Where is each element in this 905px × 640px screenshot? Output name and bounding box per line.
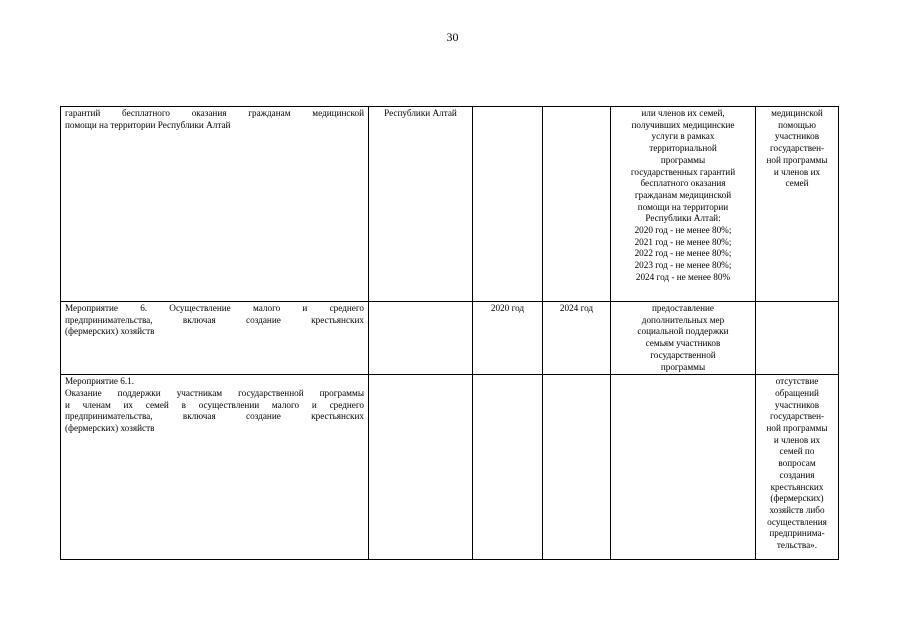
page-number: 30 <box>446 30 459 44</box>
result-line: 2022 год - не менее 80%; <box>634 248 732 259</box>
indicator-line: семей <box>785 178 809 189</box>
indicator-line: медицинской <box>771 108 823 118</box>
activity-name-line: Мероприятие 6.1. <box>65 376 135 387</box>
indicator-line: участников <box>774 131 820 142</box>
result-cell <box>611 302 756 375</box>
result-line: помощи на территории <box>637 201 729 212</box>
indicator-line: создания <box>779 469 815 480</box>
result-line: гражданам медицинской <box>634 189 732 200</box>
activity-name-line: (фермерских) хозяйств <box>65 423 155 434</box>
indicator-cell <box>756 107 839 302</box>
result-line: предоставление <box>651 303 715 313</box>
indicator-line: участников <box>774 399 820 410</box>
indicator-line: вопросам <box>778 458 816 469</box>
indicator-line: осуществления <box>767 516 827 527</box>
activity-name-line: и членам их семей в осуществлении малого и среднего <box>65 399 364 410</box>
indicator-line: (фермерских) <box>770 493 824 504</box>
activity-name-line: (фермерских) хозяйств <box>65 326 155 337</box>
result-cell <box>611 107 756 302</box>
indicator-line: и членов их <box>773 166 821 177</box>
end-year-cell <box>543 375 611 560</box>
start-year-cell <box>473 375 543 560</box>
activity-name-line: помощи на территории Республики Алтай <box>65 119 231 130</box>
indicator-line: отсутствие <box>775 376 819 387</box>
result-line: семьям участников <box>645 338 721 349</box>
activity-name-line: Оказание поддержки участникам государственной программы <box>65 387 364 398</box>
indicator-line: семей по <box>779 446 815 457</box>
result-line: получивших медицинские <box>631 119 735 130</box>
result-line: государственных гарантий <box>630 166 736 177</box>
result-line: или членов их семей, <box>641 108 725 118</box>
start-year-cell: 2020 год <box>473 302 543 375</box>
result-line: программы <box>660 361 706 372</box>
indicator-cell <box>756 375 839 560</box>
indicator-line: хозяйств либо <box>769 504 825 515</box>
result-line: 2023 год - не менее 80%; <box>634 260 732 271</box>
activity-name-cell <box>61 302 369 375</box>
activity-name-line: предпринимательства, включая создание крестьянских <box>65 314 364 325</box>
indicator-line: крестьянских <box>770 481 824 492</box>
indicator-line: государствен- <box>769 411 825 422</box>
indicator-line: и членов их <box>773 434 821 445</box>
indicator-cell <box>756 302 839 375</box>
activity-name-line: гарантий бесплатного оказания гражданам медицинской <box>65 108 364 118</box>
result-line: услуги в рамках <box>651 131 715 142</box>
executor-cell: Республики Алтай <box>369 107 473 302</box>
indicator-line: ной программы <box>766 154 828 165</box>
table-row <box>61 107 839 302</box>
indicator-line: предпринима- <box>769 528 825 539</box>
result-line: Республики Алтай: <box>645 213 721 224</box>
end-year-cell: 2024 год <box>543 302 611 375</box>
indicator-line: обращений <box>775 387 819 398</box>
table-row <box>61 302 839 375</box>
indicator-line: ной программы <box>766 423 828 434</box>
result-line: дополнительных мер <box>641 314 725 325</box>
start-year-cell <box>473 107 543 302</box>
executor-cell <box>369 302 473 375</box>
end-year-cell <box>543 107 611 302</box>
result-cell <box>611 375 756 560</box>
result-line: бесплатного оказания <box>640 178 726 189</box>
activity-name-cell <box>61 375 369 560</box>
indicator-line: помощью <box>778 119 816 130</box>
result-line: программы <box>660 154 706 165</box>
program-activities-table <box>60 106 839 560</box>
result-line: территориальной <box>649 143 717 154</box>
result-line: государственной <box>650 349 716 360</box>
indicator-line: государствен- <box>769 143 825 154</box>
result-line: социальной поддержки <box>637 326 729 337</box>
result-line: 2020 год - не менее 80%; <box>634 225 732 236</box>
result-line: 2024 год - не менее 80% <box>635 271 731 282</box>
activity-name-line: предпринимательства, включая создание крестьянских <box>65 411 364 422</box>
activity-name-cell <box>61 107 369 302</box>
indicator-line: тельства». <box>776 540 818 551</box>
activity-name-line: Мероприятие 6. Осуществление малого и среднего <box>65 303 364 313</box>
result-line: 2021 год - не менее 80%; <box>634 236 732 247</box>
table-row <box>61 375 839 560</box>
executor-cell <box>369 375 473 560</box>
